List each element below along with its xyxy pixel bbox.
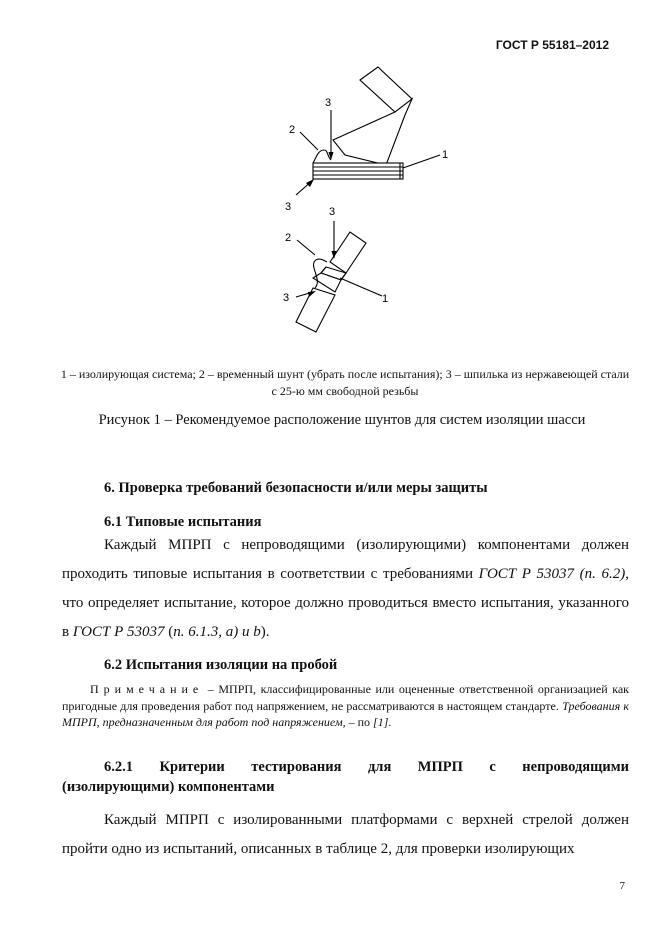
figure-1-diagram bbox=[0, 0, 661, 360]
note-paragraph: Примечание – МПРП, классифицированные или оцененные ответственной организацией как пригодные для проведения работ под напряжением, не рассматриваются в настоящем стандарте. Требования к МПРП, предназначенным для работ под напряжением, – по [1]. bbox=[62, 682, 629, 729]
label-3a-bottom: 3 bbox=[329, 206, 336, 218]
bottom-member bbox=[296, 232, 366, 332]
figure-title: Рисунок 1 – Рекомендуемое расположение шунтов для систем изоляции шасси bbox=[98, 412, 586, 428]
top-boom-arm bbox=[333, 67, 412, 165]
leader-1-top bbox=[403, 155, 440, 168]
label-1-bottom: 1 bbox=[382, 293, 389, 305]
label-1-top: 1 bbox=[442, 149, 449, 161]
ref-gost-53037-6-2: ГОСТ Р 53037 (п. 6.2) bbox=[478, 566, 626, 582]
section-6-2-heading: 6.2 Испытания изоляции на пробой bbox=[104, 657, 338, 673]
label-3b-bottom: 3 bbox=[283, 292, 290, 304]
figure-legend: 1 – изолирующая система; 2 – временный шунт (убрать после испытания); 3 – шпилька из нержавеющей стали с 25-ю мм свободной резьбы bbox=[60, 367, 630, 398]
document-id: ГОСТ Р 55181–2012 bbox=[495, 38, 609, 52]
section-6-1-heading: 6.1 Типовые испытания bbox=[104, 514, 262, 530]
leader-2-top bbox=[300, 132, 318, 150]
label-3b-top: 3 bbox=[285, 201, 292, 213]
label-2-bottom: 2 bbox=[285, 232, 292, 244]
note-label: Примечание bbox=[90, 682, 204, 696]
leader-2-bottom bbox=[297, 240, 315, 255]
leader-1-bottom bbox=[340, 278, 382, 296]
label-2-top: 2 bbox=[289, 124, 296, 136]
section-6-heading: 6. Проверка требований безопасности и/или меры защиты bbox=[104, 480, 488, 496]
ref-clause-6-1-3: п. 6.1.3, а) и b bbox=[173, 624, 261, 640]
label-3a-top: 3 bbox=[325, 97, 332, 109]
section-6-1-paragraph: Каждый МПРП с непроводящими (изолирующими) компонентами должен проходить типовые испытания в соответствии с требованиями ГОСТ Р 53037 (п. 6.2), что определяет испытание, которое должно проводиться вместо испытания, указанного в ГОСТ Р 53037 (п. 6.1.3, а) и b). bbox=[62, 537, 629, 640]
ref-bibliography-1: [1] bbox=[373, 715, 389, 729]
section-6-2-1-heading: 6.2.1 Критерии тестирования для МПРП с непроводящими (изолирующими) компонентами bbox=[62, 759, 629, 795]
page-number: 7 bbox=[619, 880, 625, 892]
top-insulation-plates bbox=[313, 163, 403, 179]
section-6-2-1-paragraph: Каждый МПРП с изолированными платформами с верхней стрелой должен пройти одно из испытаний, описанных в таблице 2, для проверки изолирующих bbox=[62, 812, 629, 857]
ref-gost-53037: ГОСТ Р 53037 bbox=[72, 624, 165, 640]
top-shunt bbox=[313, 150, 331, 163]
